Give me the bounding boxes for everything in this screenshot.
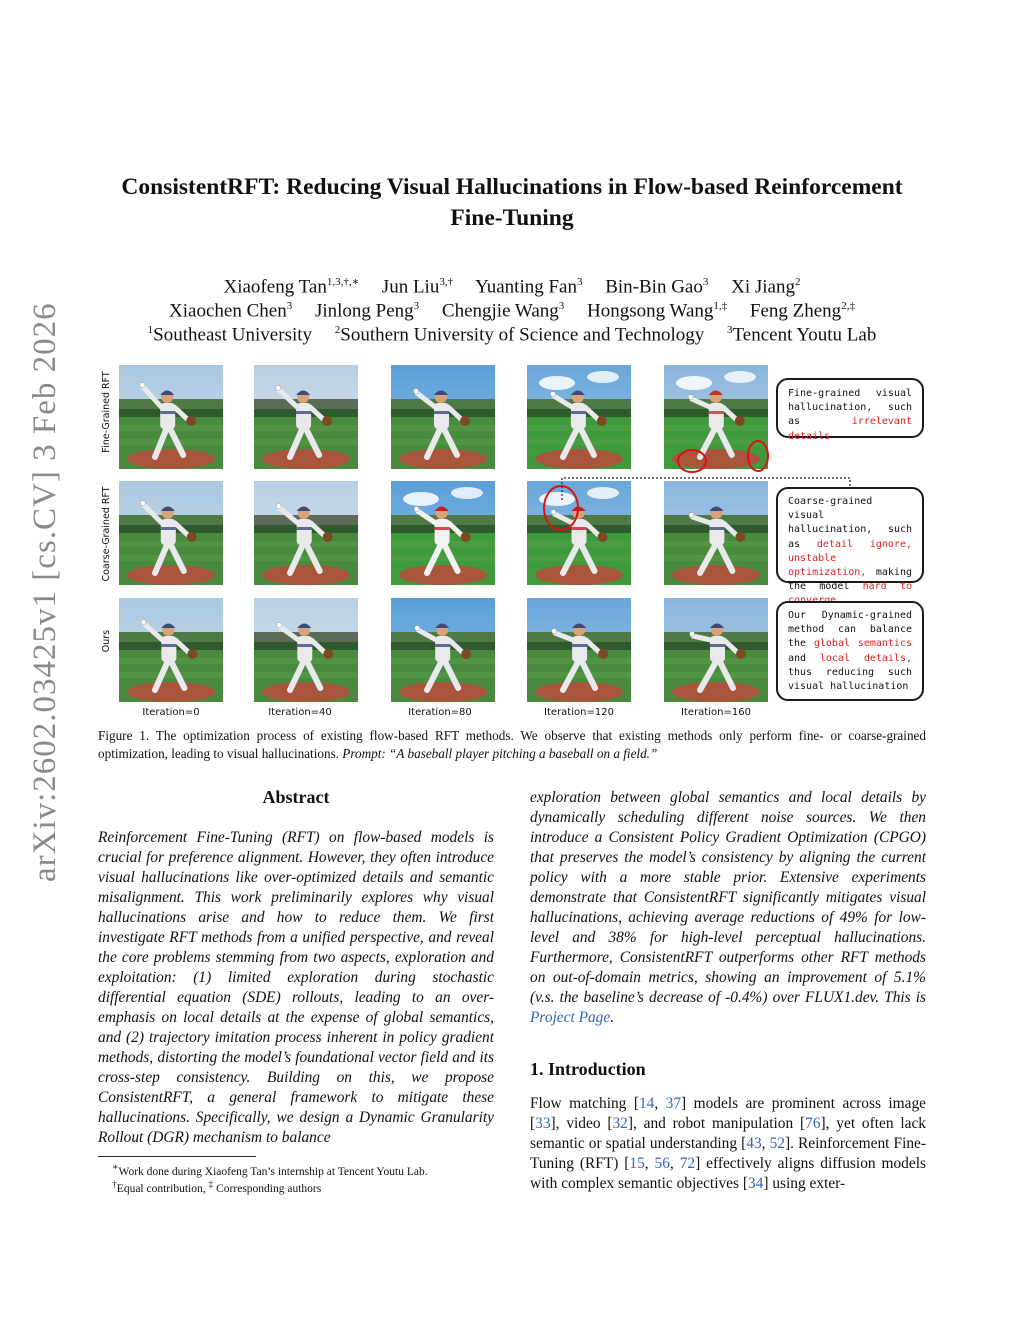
- abstract-continuation: [530, 788, 926, 1028]
- author-affil: 3,†: [439, 276, 454, 288]
- callout-highlight: irrelevant details: [788, 416, 912, 442]
- affiliation: Tencent Youtu Lab: [732, 324, 877, 346]
- hallucination-annotation: [660, 364, 780, 484]
- figure-caption: [98, 727, 926, 762]
- footnote-mark: ‡: [208, 1179, 214, 1190]
- citation-link[interactable]: 34: [747, 1175, 764, 1192]
- author-affil: 1,‡: [713, 300, 728, 312]
- red-circle: [678, 450, 706, 472]
- author-affil: 1,3,†,∗: [326, 276, 360, 288]
- affil-mark: 2: [334, 324, 341, 336]
- author-affil: 3: [702, 276, 709, 288]
- author: Xiaofeng Tan: [223, 276, 327, 298]
- generated-image: [391, 481, 495, 585]
- citation-link[interactable]: 15: [629, 1155, 645, 1172]
- intro-text: ], and robot manipulation [: [627, 1115, 806, 1132]
- author: Xiaochen Chen: [169, 300, 287, 322]
- affiliation: Southern University of Science and Technology: [340, 324, 705, 346]
- footnote-mark: †: [112, 1179, 117, 1190]
- callout-highlight: hard to: [862, 581, 912, 593]
- callout-ours: [776, 601, 924, 701]
- generated-image: [254, 481, 358, 585]
- intro-heading: 1. Introduction: [530, 1059, 646, 1079]
- footnote-rule: [98, 1156, 256, 1157]
- intro-text: Flow matching [: [530, 1095, 639, 1112]
- caption-text: Figure 1. The optimization process of existing flow-based RFT methods. We observe that existing methods only perform fine- or coarse-grained optimization, leading to visual hallucinations.: [98, 728, 926, 761]
- citation-link[interactable]: 32: [612, 1115, 628, 1132]
- footnote-2: [112, 1177, 321, 1197]
- title-line-1: ConsistentRFT: Reducing Visual Hallucinations in Flow-based Reinforcement: [121, 174, 903, 200]
- row-label-fine: Fine-Grained RFT: [101, 371, 112, 453]
- citation-link[interactable]: 37: [665, 1095, 682, 1112]
- author: Hongsong Wang: [587, 300, 714, 322]
- generated-image: [664, 598, 768, 702]
- author-affil: 3: [576, 276, 583, 288]
- intro-text: ] models are prominent across image [: [530, 1095, 927, 1132]
- citation-link[interactable]: 52: [769, 1135, 785, 1152]
- footnote-mark: ∗: [112, 1162, 119, 1173]
- author: Jinlong Peng: [314, 300, 414, 322]
- callout-text: thus reducing such visual hallucination: [788, 666, 912, 693]
- generated-image: [119, 598, 223, 702]
- abstract-end: .: [610, 1009, 615, 1026]
- callout-coarse-grained: [776, 487, 924, 593]
- author-affil: 2,‡: [841, 300, 855, 312]
- citation-link[interactable]: 76: [805, 1115, 821, 1132]
- iteration-label: Iteration=160: [681, 707, 751, 718]
- row-label-coarse: Coarse-Grained RFT: [101, 486, 112, 582]
- red-circle: [748, 441, 768, 471]
- intro-text: ], yet often lack semantic or spatial understanding [: [530, 1115, 926, 1152]
- author-affil: 2: [794, 276, 801, 288]
- citation-link[interactable]: 72: [679, 1155, 696, 1172]
- callout-highlight: global semantics: [813, 638, 912, 650]
- intro-text: ] effectively aligns diffusion models with complex semantic objectives [: [530, 1155, 926, 1192]
- footnote-text: Equal contribution,: [116, 1182, 209, 1195]
- callout-highlight: local details,: [819, 652, 912, 664]
- callout-highlight: detail ignore, unstable optimization,: [788, 538, 912, 579]
- generated-image: [254, 365, 358, 469]
- generated-image: [254, 598, 358, 702]
- author-affil: 3: [558, 300, 565, 312]
- author: Bin-Bin Gao: [605, 276, 703, 298]
- generated-image: [119, 365, 223, 469]
- intro-text: ] using exter-: [763, 1175, 846, 1192]
- affiliations: [100, 318, 924, 347]
- generated-image: [391, 365, 495, 469]
- affil-mark: 3: [727, 324, 733, 336]
- iteration-label: Iteration=0: [142, 707, 200, 718]
- iteration-label: Iteration=40: [268, 707, 332, 718]
- callout-text: Coarse-grained visual hallucination, such as: [788, 496, 912, 550]
- footnote-text: Corresponding authors: [213, 1182, 322, 1195]
- footnote-text: Work done during Xiaofeng Tan’s internship at Tencent Youtu Lab.: [118, 1165, 428, 1178]
- title-line-2: Fine-Tuning: [450, 205, 574, 231]
- author: Yuanting Fan: [475, 276, 577, 298]
- author: Xi Jiang: [731, 276, 795, 298]
- intro-text: ,: [644, 1155, 655, 1172]
- author: Feng Zheng: [749, 300, 842, 322]
- callout-fine-grained: [776, 378, 924, 442]
- generated-image: [527, 598, 631, 702]
- intro-text: ,: [761, 1135, 770, 1152]
- row-label-ours: Ours: [101, 629, 112, 653]
- intro-text: ,: [654, 1095, 666, 1112]
- arxiv-stamp: arXiv:2602.03425v1 [cs.CV] 3 Feb 2026: [27, 302, 63, 882]
- callout-text: making the model: [788, 567, 912, 593]
- intro-text: ]. Reinforcement Fine-Tuning (RFT) [: [530, 1135, 926, 1172]
- project-page-link[interactable]: Project Page: [530, 1009, 611, 1026]
- callout-text: Fine-grained visual hallucination, such as: [788, 388, 912, 428]
- abstract-heading: Abstract: [262, 787, 330, 807]
- generated-image: [527, 365, 631, 469]
- citation-link[interactable]: 14: [638, 1095, 655, 1112]
- intro-body: [530, 1094, 926, 1194]
- iteration-label: Iteration=80: [408, 707, 472, 718]
- author: Jun Liu: [381, 276, 440, 298]
- generated-image: [119, 481, 223, 585]
- generated-image: [391, 598, 495, 702]
- author: Chengjie Wang: [441, 300, 559, 322]
- iteration-label: Iteration=120: [544, 707, 614, 718]
- callout-text: Our Dynamic-grained method can balance the: [788, 610, 912, 650]
- caption-prompt: Prompt: “A baseball player pitching a baseball on a field.”: [342, 745, 658, 761]
- affil-mark: 1: [147, 324, 154, 336]
- author-affil: 3: [413, 300, 420, 312]
- author-affil: 3: [286, 300, 293, 312]
- intro-text: ], video [: [550, 1115, 613, 1132]
- callout-text: and: [788, 652, 820, 664]
- paper-title: [100, 172, 924, 234]
- intro-text: ,: [669, 1155, 680, 1172]
- abstract-body: Reinforcement Fine-Tuning (RFT) on flow-based models is crucial for preference alignment. However, they often introduce visual hallucinations like over-optimized details and semantic misalignment. This work preliminarily explores why visual hallucinations arise and how to reduce them. We first investigate RFT methods from a unified perspective, and reveal the core problems stemming from two aspects, exploration and exploitation: (1) limited exploration during stochastic differential equation (SDE) rollouts, leading to an over-emphasis on local details at the expense of global semantics, and (2) trajectory imitation process inherent in policy gradient methods, distorting the model’s foundational vector field and its cross-step consistency. Building on this, we propose ConsistentRFT, a general framework to mitigate these hallucinations. Specifically, we design a Dynamic Granularity Rollout (DGR) mechanism to balance: [98, 829, 494, 1146]
- abstract-text: exploration between global semantics and local details by dynamically scheduling different noise sources. We then introduce a Consistent Policy Gradient Optimization (CPGO) that preserves the model’s consistency by aligning the current policy with a more stable prior. Extensive experiments demonstrate that ConsistentRFT significantly mitigates visual hallucinations, achieving average reductions of 49% for low-level and 38% for high-level perceptual hallucinations. Furthermore, ConsistentRFT outperforms other RFT methods on out-of-domain metrics, showing an improvement of 5.1% (v.s. the baseline’s decrease of -0.4%) over FLUX1.dev. This is: [530, 789, 926, 1006]
- citation-link[interactable]: 33: [535, 1115, 551, 1132]
- affiliation: Southeast University: [153, 324, 313, 346]
- citation-link[interactable]: 43: [746, 1135, 762, 1152]
- citation-link[interactable]: 56: [654, 1155, 670, 1172]
